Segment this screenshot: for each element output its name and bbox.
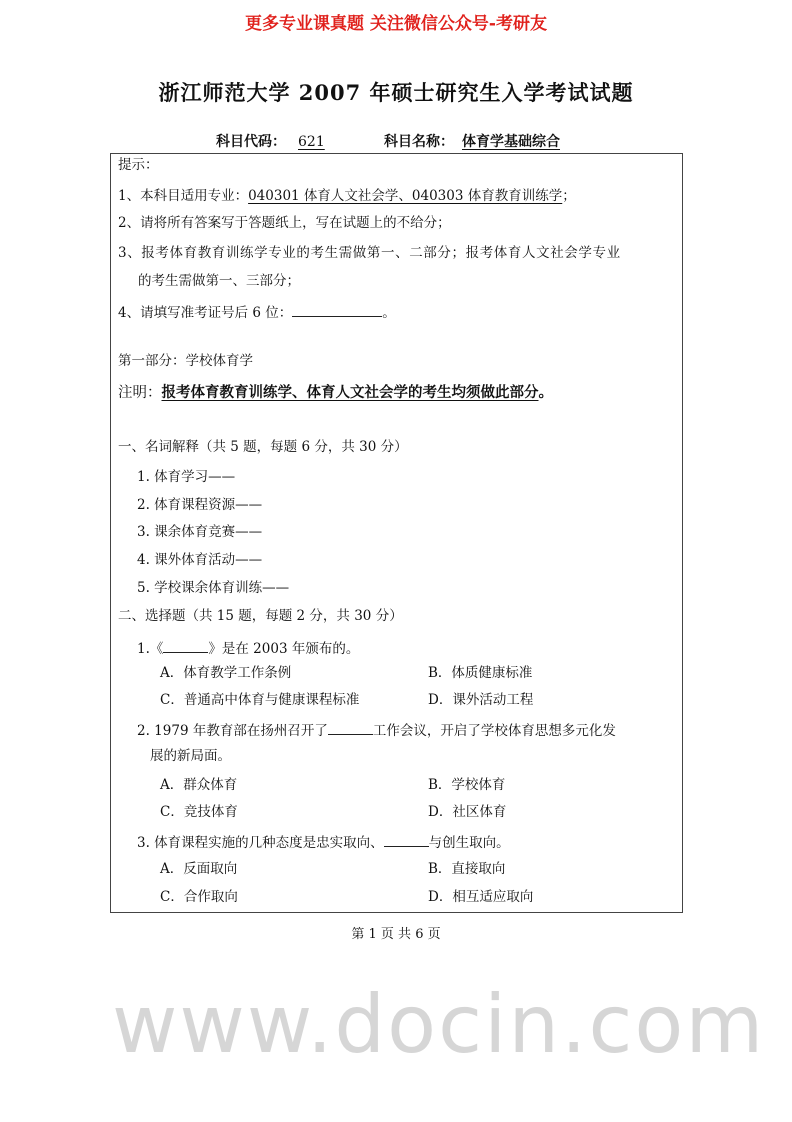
subject-name-value: 体育学基础综合 [462, 134, 560, 150]
note-3: 3、报考体育教育训练学专业的考生需做第一、二部分；报考体育人文社会学专业 [118, 245, 621, 261]
note-4-text: 4、请填写准考证号后 6 位： [118, 305, 293, 321]
subject-name-label: 科目名称： [384, 134, 454, 150]
q3-text-start: 3. 体育课程实施的几种态度是忠实取向、 [137, 835, 384, 851]
subject-name [384, 135, 574, 149]
q2-text-end: 工作会议，开启了学校体育思想多元化发 [372, 723, 616, 739]
exam-id-blank [292, 304, 382, 317]
note-1-prefix: 1、本科目适用专业： [118, 188, 249, 204]
q3-option-c: C．合作取向 [160, 889, 238, 905]
part1-heading: 第一部分：学校体育学 [118, 353, 253, 369]
term-item: 5. 学校课余体育训练—— [137, 580, 290, 596]
note-1-majors: 040301 体育人文社会学、040303 体育教育训练学 [248, 188, 563, 204]
q3-text-end: 与创生取向。 [428, 835, 510, 851]
note-2: 2、请将所有答案写于答题纸上，写在试题上的不给分； [118, 215, 451, 231]
note-1 [118, 190, 576, 204]
exam-title: 浙江师范大学 2007 年硕士研究生入学考试试题 [158, 80, 634, 105]
q2-option-a: A．群众体育 [160, 777, 238, 793]
q2-option-b: B．学校体育 [428, 777, 506, 793]
part1-note-end: 。 [538, 384, 553, 401]
q2-option-d: D．社区体育 [428, 804, 507, 820]
q3-blank [384, 834, 429, 847]
subject-code-label: 科目代码： [216, 134, 286, 150]
subject-code-value: 621 [298, 134, 325, 150]
question-3 [137, 834, 510, 851]
term-item: 3. 课余体育竞赛—— [137, 524, 263, 540]
promo-banner: 更多专业课真题 关注微信公众号-考研友 [245, 14, 547, 34]
note-4-end: 。 [382, 305, 396, 321]
q1-text-start: 1.《 [137, 641, 164, 657]
notes-heading: 提示： [118, 157, 159, 173]
note-3-cont: 的考生需做第一、三部分； [138, 273, 300, 289]
q1-text-end: 》是在 2003 年颁布的。 [208, 641, 360, 657]
note-1-suffix: ； [562, 188, 576, 204]
section2-heading: 二、选择题（共 15 题，每题 2 分，共 30 分） [118, 608, 403, 624]
q2-text-cont: 展的新局面。 [150, 748, 231, 764]
q3-option-d: D．相互适应取向 [428, 889, 534, 905]
q2-option-c: C．竞技体育 [160, 804, 238, 820]
question-2 [137, 722, 616, 739]
q1-option-c: C．普通高中体育与健康课程标准 [160, 692, 360, 708]
note-4 [118, 304, 396, 321]
q2-text-start: 2. 1979 年教育部在扬州召开了 [137, 723, 328, 739]
part1-note-text: 报考体育教育训练学、体育人文社会学的考生均须做此部分 [161, 384, 539, 401]
part1-note-label: 注明： [118, 385, 162, 401]
term-item: 2. 体育课程资源—— [137, 497, 263, 513]
page-number: 第 1 页 共 6 页 [351, 927, 441, 942]
watermark: www.docin.com [112, 978, 766, 1071]
term-item: 1. 体育学习—— [137, 469, 236, 485]
q1-option-d: D．课外活动工程 [428, 692, 534, 708]
subject-code [216, 135, 337, 149]
question-1 [137, 640, 359, 657]
q1-option-a: A．体育教学工作条例 [160, 665, 292, 681]
term-item: 4. 课外体育活动—— [137, 552, 263, 568]
section1-heading: 一、名词解释（共 5 题，每题 6 分，共 30 分） [118, 439, 408, 455]
q3-option-a: A．反面取向 [160, 861, 238, 877]
q1-option-b: B．体质健康标准 [428, 665, 533, 681]
q3-option-b: B．直接取向 [428, 861, 506, 877]
part1-note [118, 386, 553, 401]
q2-blank [328, 722, 373, 735]
q1-blank [163, 640, 208, 653]
